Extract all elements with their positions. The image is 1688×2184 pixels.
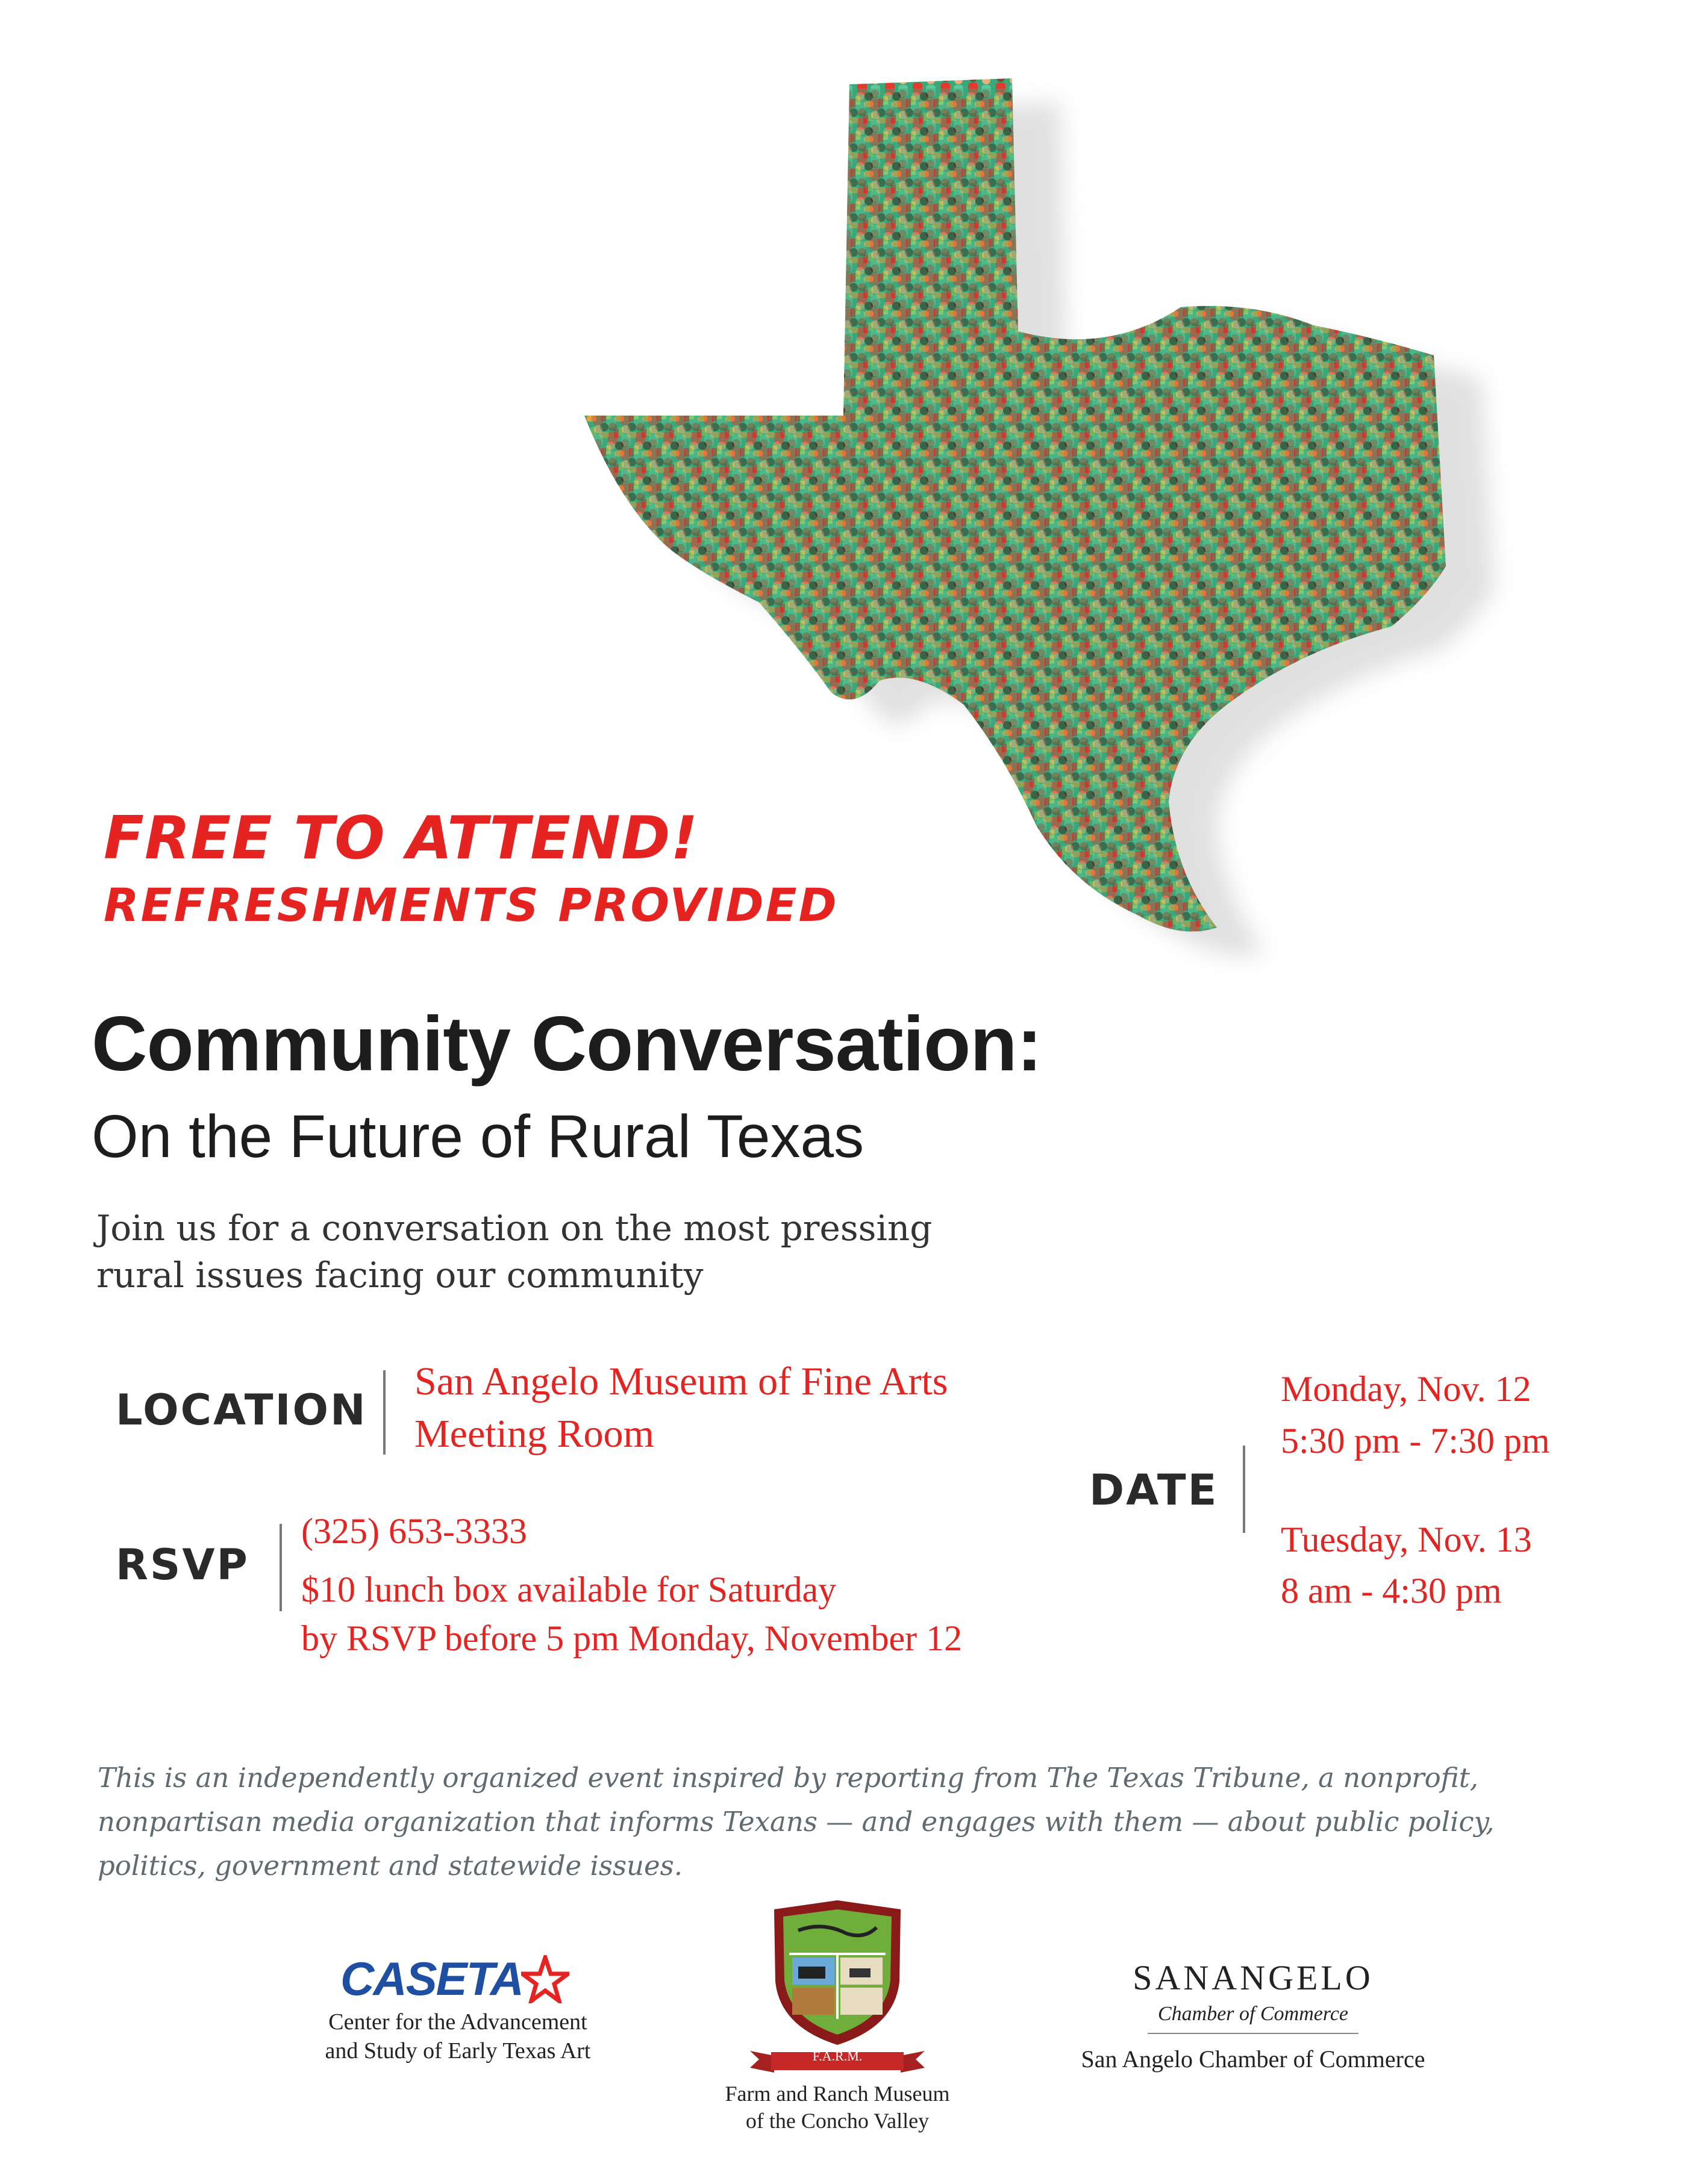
star-icon xyxy=(521,1955,569,2003)
san-angelo-logo: SANANGELO xyxy=(1133,1958,1374,1997)
disclaimer-line-2: nonpartisan media organization that informs Texans — and engages with them — about public policy, xyxy=(98,1806,1495,1838)
farm-banner-text: F.A.R.M. xyxy=(812,2048,863,2064)
san-angelo-caption: San Angelo Chamber of Commerce xyxy=(1081,2045,1425,2073)
texas-crowd-svg xyxy=(578,72,1602,976)
san-angelo-chamber-tagline: Chamber of Commerce xyxy=(1157,2003,1349,2025)
date-divider xyxy=(1243,1446,1245,1533)
date-2-day: Tuesday, Nov. 13 xyxy=(1281,1520,1532,1559)
location-line-1: San Angelo Museum of Fine Arts xyxy=(414,1359,948,1403)
disclaimer-line-3: politics, government and statewide issues. xyxy=(98,1850,683,1882)
rsvp-divider xyxy=(280,1524,282,1611)
rsvp-note-line-2: by RSVP before 5 pm Monday, November 12 xyxy=(301,1618,963,1658)
farm-caption-line-1: Farm and Ranch Museum xyxy=(725,2082,950,2106)
date-1-time: 5:30 pm - 7:30 pm xyxy=(1281,1421,1550,1461)
texas-crowd-illustration xyxy=(578,72,1602,976)
location-divider xyxy=(383,1370,386,1455)
san-angelo-chamber-sponsor xyxy=(1048,1958,1458,2078)
rsvp-note-line-1: $10 lunch box available for Saturday xyxy=(301,1570,837,1609)
free-to-attend-heading: FREE TO ATTEND! xyxy=(104,804,699,873)
rsvp-label: RSVP xyxy=(116,1540,249,1590)
caseta-sponsor xyxy=(301,1952,614,2072)
date-label: DATE xyxy=(1089,1465,1219,1515)
farm-museum-sponsor xyxy=(699,1897,976,2156)
caseta-caption-line-2: and Study of Early Texas Art xyxy=(325,2038,591,2064)
disclaimer-line-1: This is an independently organized event inspired by reporting from The Texas Tribune, a nonprofit, xyxy=(98,1762,1479,1794)
location-line-2: Meeting Room xyxy=(414,1412,654,1456)
event-title: Community Conversation: xyxy=(92,1001,1042,1087)
caseta-logo: CASETA xyxy=(340,1952,523,2005)
refreshments-provided-heading: REFRESHMENTS PROVIDED xyxy=(104,878,839,932)
rsvp-phone[interactable]: (325) 653-3333 xyxy=(301,1511,527,1551)
caseta-caption-line-1: Center for the Advancement xyxy=(328,2009,587,2035)
intro-line-2: rural issues facing our community xyxy=(96,1255,704,1296)
shield-crest-icon xyxy=(762,1897,913,2060)
event-subtitle: On the Future of Rural Texas xyxy=(92,1103,864,1170)
san-angelo-divider xyxy=(1148,2033,1358,2034)
date-1-day: Monday, Nov. 12 xyxy=(1281,1369,1531,1409)
intro-line-1: Join us for a conversation on the most pressing xyxy=(96,1208,933,1249)
farm-caption-line-2: of the Concho Valley xyxy=(745,2109,930,2133)
date-2-time: 8 am - 4:30 pm xyxy=(1281,1571,1502,1611)
location-label: LOCATION xyxy=(116,1385,367,1435)
